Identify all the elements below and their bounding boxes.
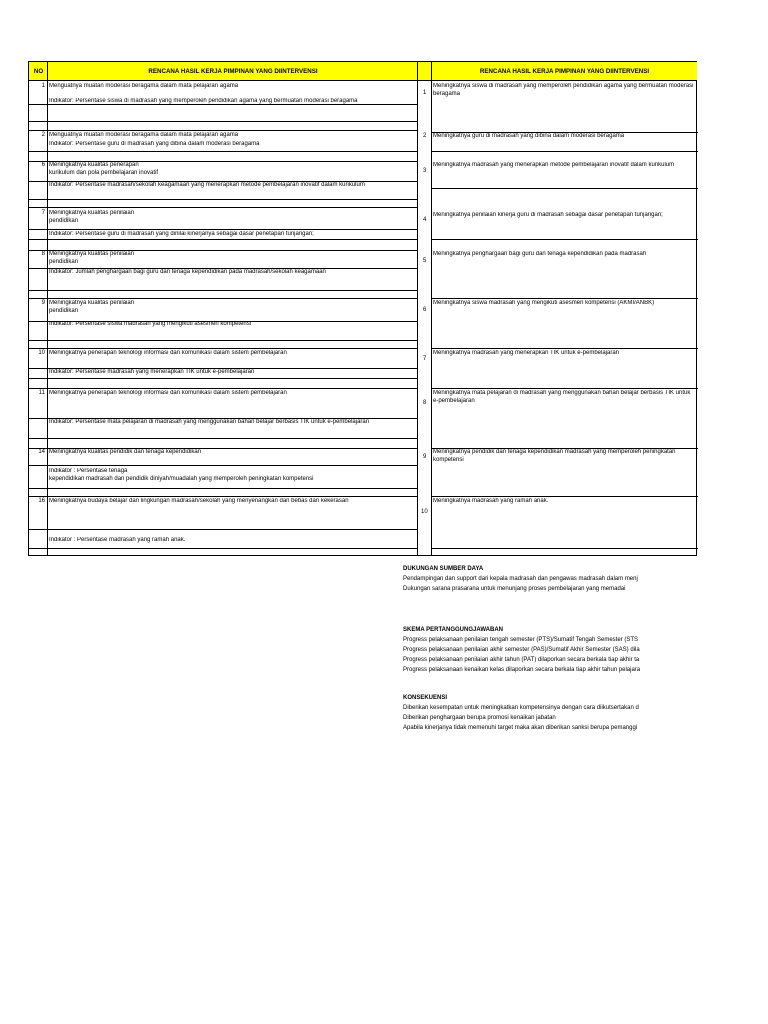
row-number: 9	[41, 300, 45, 306]
konsekuensi-line: Diberikan penghargaan berupa promosi kenaikan jabatan	[403, 715, 556, 721]
dukungan-title: DUKUNGAN SUMBER DAYA	[403, 566, 484, 572]
header-no: NO	[29, 62, 48, 81]
konsekuensi-line: Diberikan kesempatan untuk meningkatkan kompetensinya dengan cara diikutsertakan d	[403, 705, 639, 711]
row-indicator: Indikator: Persentase siswa di madrasah yang memperoleh pendidikan agama yang bermuatan moderasi beragama	[49, 98, 358, 104]
right-row-text: Meningkatnya guru di madrasah yang dibina dalam moderasi beragama	[433, 133, 625, 139]
row-number: 1	[41, 83, 45, 89]
row-indicator: Indikator: Jumlah penghargaan bagi guru dan tenaga kependidikan pada madrasah/sekolah keagamaan	[49, 269, 326, 275]
row-indicator: Indikator: Persentase madrasah yang menerapkan TIK untuk e-pembelajaran	[49, 369, 255, 375]
row-number: 2	[41, 132, 45, 138]
dukungan-line: Pendampingan dan support dari kepala madrasah dan pengawas madrasah dalam menj	[403, 576, 638, 582]
row-number: 7	[41, 210, 45, 216]
row-number: 6	[41, 162, 45, 168]
right-row-text: Meningkatnya mata pelajaran di madrasah yang menggunakan bahan belajar berbasis TIK untuk e-pembelajaran	[433, 390, 693, 404]
right-row-text: Meningkatnya madrasah yang ramah anak.	[433, 498, 549, 504]
row-number: 14	[38, 449, 45, 455]
header-right: RENCANA HASIL KERJA PIMPINAN YANG DIINTERVENSI	[432, 62, 697, 81]
skema-line: Progress pelaksanaan penilaian akhir semester (PAS)/Sumatif Akhir Semester (SAS) dila	[403, 647, 640, 653]
right-row-text: Meningkatnya penghargaan bagi guru dan tenaga kependidikan pada madrasah	[433, 251, 647, 257]
plan-table	[28, 61, 697, 556]
right-row-number: 7	[423, 356, 427, 362]
row-goal: Meningkatnya kualitas penilaian pendidikan	[49, 300, 135, 314]
right-row-text: Meningkatnya siswa di madrasah yang memperoleh pendidikan agama yang bermuatan moderasi beragama	[433, 83, 696, 97]
right-row-text: Meningkatnya madrasah yang menerapkan TIK untuk e-pembelajaran	[433, 350, 619, 356]
konsekuensi-section	[403, 693, 700, 733]
skema-title: SKEMA PERTANGGUNGJAWABAN	[403, 627, 504, 633]
right-row-number: 9	[423, 454, 427, 460]
right-row-number: 8	[423, 400, 427, 406]
row-goal: Menguatnya muatan moderasi beragama dalam mata pelajaran agama	[49, 132, 239, 138]
skema-line: Progress pelaksanaan penilaian akhir tahun (PAT) dilaporkan secara berkala tiap akhir ta	[403, 657, 640, 663]
row-indicator: Indikator : Persentase tenaga kependidikan madrasah dan pendidik diniyah/muadalah yang memperoleh peningkatan kompetensi	[49, 468, 314, 482]
right-row-number: 6	[423, 307, 427, 313]
right-row-text: Meningkatnya madrasah yang menerapkan metode pembelajaran inovatif dalam kurikulum	[433, 162, 675, 168]
header-gap	[418, 62, 432, 81]
row-number: 16	[38, 498, 45, 504]
right-row-number: 5	[423, 258, 427, 264]
right-row-text: Meningkatnya pendidik dan tenaga kependidikan madrasah yang memperoleh peningkatan kompetensi	[433, 449, 678, 463]
row-goal: Meningkatnya kualitas pendidik dan tenaga kependidikan	[49, 449, 202, 455]
header-left: RENCANA HASIL KERJA PIMPINAN YANG DIINTERVENSI	[48, 62, 418, 81]
dukungan-section	[403, 564, 700, 594]
col-divider	[417, 62, 418, 555]
row-goal: Meningkatnya budaya belajar dan lingkungan madrasah/sekolah yang menyenangkan dan bebas dari kekerasan	[49, 498, 349, 504]
skema-line: Progress pelaksanaan kenaikan kelas dilaporkan secara berkala tiap akhir tahun pelajara	[403, 667, 641, 673]
right-row-number: 4	[423, 217, 427, 223]
row-number: 8	[41, 251, 45, 257]
row-goal: Menguatnya muatan moderasi beragama dalam mata pelajaran agama	[49, 83, 239, 89]
right-row-text: Meningkatnya penilaian kinerja guru di madrasah sebagai dasar penetapan tunjangan;	[433, 212, 663, 218]
row-indicator: Indikator: Persentase guru di madrasah yang dibina dalam moderasi beragama	[49, 141, 260, 147]
row-goal: Meningkatnya kualitas penerapan kurikulum dan pola pembelajaran inovatif	[49, 162, 159, 176]
dukungan-line: Dukungan sarana prasarana untuk menunjang proses pembelajaran yang memadai	[403, 586, 626, 592]
row-indicator: Indikator: Persentase guru di madrasah yang dinilai kinerjanya sebagai dasar penetapan tunjangan;	[49, 231, 314, 237]
right-row-number: 3	[423, 168, 427, 174]
right-row-number: 2	[423, 133, 427, 139]
row-goal: Meningkatnya kualitas penilaian pendidikan	[49, 251, 135, 265]
row-goal: Meningkatnya kualitas penilaian pendidikan	[49, 210, 135, 224]
right-row-number: 1	[423, 90, 427, 96]
row-indicator: Indikator: Persentase siswa madrasah yang mengikuti asesmen kompetensi	[49, 321, 252, 327]
skema-section	[403, 625, 700, 675]
row-number: 11	[38, 390, 45, 396]
col-divider	[431, 62, 432, 555]
skema-line: Progress pelaksanaan penilaian tengah semester (PTS)/Sumatif Tengah Semester (STS	[403, 637, 639, 643]
row-indicator: Indikator: Persentase mata pelajaran di madrasah yang menggunakan bahan belajar berbasis TIK untuk e-pembelajaran	[49, 419, 370, 425]
row-goal: Meningkatnya penerapan teknologi informasi dan komunikasi dalam sistem pembelajaran	[49, 390, 287, 396]
konsekuensi-title: KONSEKUENSI	[403, 695, 448, 701]
row-indicator: Indikator: Persentase madrasah/sekolah keagamaan yang menerapkan metode pembelajaran inovatif dalam kurikulum	[49, 182, 365, 188]
konsekuensi-line: Apabila kinerjanya tidak memenuhi target maka akan diberikan sanksi berupa pemanggi	[403, 725, 638, 731]
right-row-text: Meningkatnya siswa madrasah yang mengikuti asesmen kompetensi (AKMI/ANBK)	[433, 300, 655, 306]
row-indicator: Indikator : Persentase madrasah yang ramah anak.	[49, 537, 186, 543]
right-row-number: 10	[421, 509, 428, 515]
row-goal: Meningkatnya penerapan teknologi informasi dan komunikasi dalam sistem pembelajaran	[49, 350, 287, 356]
row-number: 10	[38, 350, 45, 356]
col-divider	[47, 62, 48, 555]
